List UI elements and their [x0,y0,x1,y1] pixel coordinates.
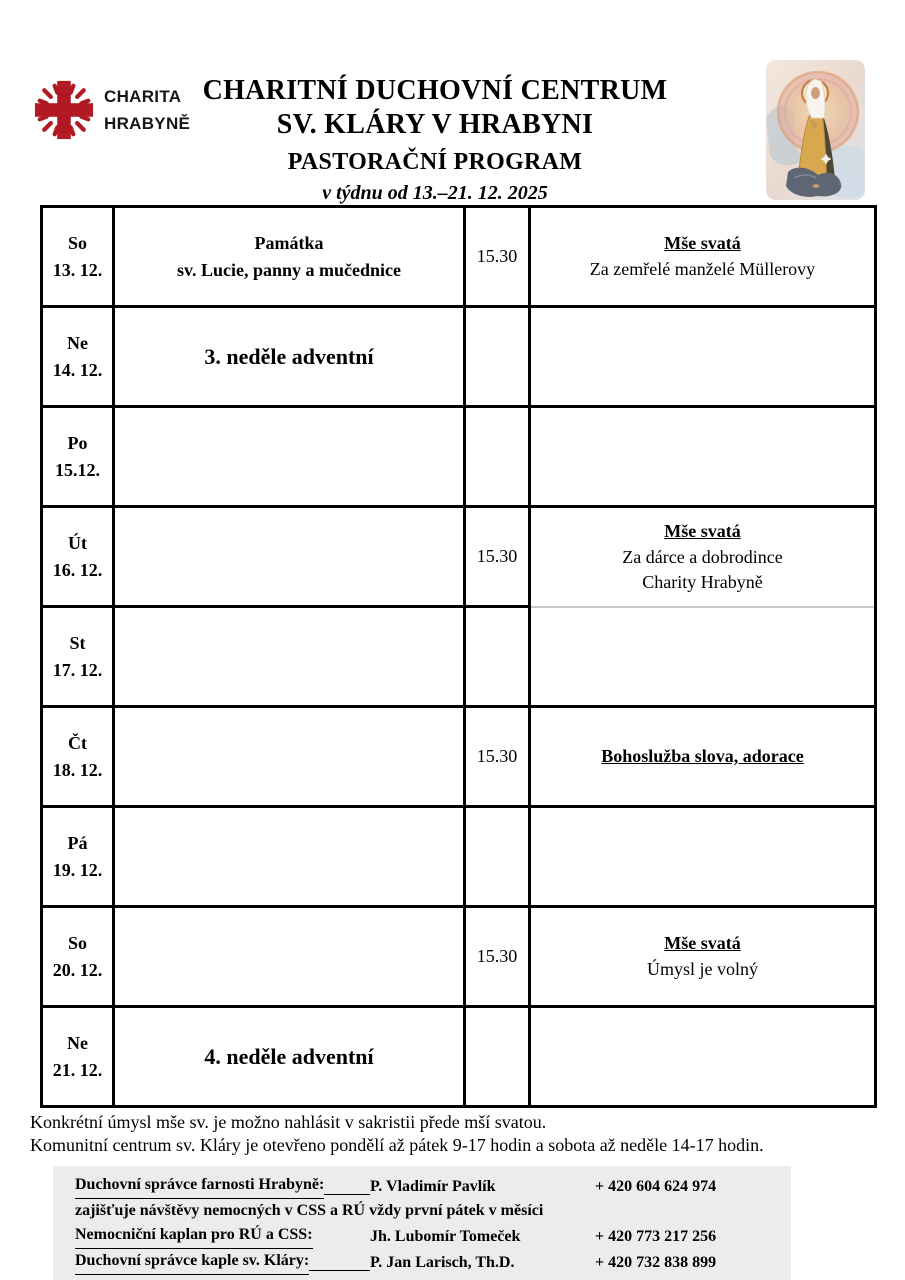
event-line: Památka [254,232,324,253]
time-cell: 15.30 [465,707,530,807]
underline-fill [324,1194,370,1195]
day-abbr: Po [67,432,88,453]
contact-row-parish-administrator [75,1173,781,1199]
detail-title: Mše svatá [664,933,741,954]
contact-row-note [75,1199,781,1223]
footer-note-1: Konkrétní úmysl mše sv. je možno nahlásit v sakristii přede mší svatou. [30,1112,547,1132]
day-date: 15.12. [55,459,100,480]
day-abbr: Út [68,532,87,553]
day-cell [42,207,114,307]
day-abbr: St [69,632,86,653]
detail-cell [530,207,876,307]
event-cell [114,707,465,807]
event-cell [114,307,465,407]
detail-cell [530,307,876,407]
day-cell [42,307,114,407]
day-cell [42,507,114,607]
table-row-fri-19 [42,807,876,907]
day-abbr: Čt [68,732,87,753]
detail-cell [530,707,876,807]
time-cell [465,607,530,707]
contact-note: zajišťuje návštěvy nemocných v CSS a RÚ vždy první pátek v měsíci [75,1202,544,1219]
event-cell [114,807,465,907]
day-cell [42,707,114,807]
week-range: v týdnu od 13.–21. 12. 2025 [322,182,548,205]
day-date: 16. 12. [52,559,103,580]
day-cell [42,607,114,707]
day-abbr: Pá [67,832,88,853]
day-date: 17. 12. [52,659,103,680]
event-highlight: 4. neděle adventní [204,1043,374,1069]
header-titles [150,74,720,205]
detail-cell [530,807,876,907]
contact-name: P. Vladimír Pavlík [370,1178,496,1195]
day-cell [42,907,114,1007]
table-row-sun-21 [42,1007,876,1107]
detail-line: Úmysl je volný [647,959,758,980]
day-cell [42,1007,114,1107]
event-highlight: 3. neděle adventní [204,343,374,369]
event-cell [114,1007,465,1107]
day-abbr: Ne [67,1032,88,1053]
contacts-block [53,1166,791,1280]
day-abbr: So [67,232,87,253]
contact-name: Jh. Lubomír Tomeček [370,1228,521,1245]
contact-label: Nemocniční kaplan pro RÚ a CSS: [75,1223,370,1249]
saint-clare-painting-image [766,60,865,200]
table-row-wed-17 [42,607,876,707]
table-row-mon-15 [42,407,876,507]
table-row-sun-14 [42,307,876,407]
program-title: PASTORAČNÍ PROGRAM [287,149,583,176]
event-cell [114,507,465,607]
time-cell [465,407,530,507]
day-abbr: So [67,932,87,953]
time-cell [465,1007,530,1107]
contact-label: Duchovní správce farnosti Hrabyně: [75,1173,370,1199]
detail-title: Bohoslužba slova, adorace [601,746,804,766]
day-cell [42,807,114,907]
detail-line: Za zemřelé manželé Müllerovy [589,259,816,280]
event-cell [114,907,465,1007]
table-row-sat-13 [42,207,876,307]
detail-cell [530,407,876,507]
contact-row-chapel-administrator [75,1249,781,1275]
time-cell: 15.30 [465,907,530,1007]
day-date: 14. 12. [52,359,103,380]
day-date: 21. 12. [52,1059,103,1080]
event-cell [114,207,465,307]
day-date: 18. 12. [52,759,103,780]
contact-phone: + 420 732 838 899 [595,1254,717,1271]
event-cell [114,607,465,707]
time-cell [465,807,530,907]
detail-cell [530,1007,876,1107]
event-line: sv. Lucie, panny a mučednice [176,259,402,280]
contact-label: Duchovní správce kaple sv. Kláry: [75,1249,370,1275]
table-row-sat-20 [42,907,876,1007]
detail-title: Mše svatá [664,233,741,254]
table-row-tue-16 [42,507,876,607]
contact-phone: + 420 604 624 974 [595,1178,717,1195]
underline-fill [309,1270,370,1271]
page-title-line1: CHARITNÍ DUCHOVNÍ CENTRUM [202,75,668,106]
day-cell [42,407,114,507]
contact-phone: + 420 773 217 256 [595,1228,717,1245]
detail-title: Mše svatá [664,521,741,542]
schedule-table [40,205,877,1108]
time-cell [465,307,530,407]
day-date: 13. 12. [52,259,103,280]
detail-cell [530,507,876,607]
detail-cell [530,907,876,1007]
day-date: 20. 12. [52,959,103,980]
footer-notes [30,1111,880,1158]
footer-note-2: Komunitní centrum sv. Kláry je otevřeno pondělí až pátek 9-17 hodin a sobota až neděle 14-17 hodin. [30,1135,764,1156]
day-date: 19. 12. [52,859,103,880]
detail-line: Charity Hrabyně [642,572,763,593]
logo-line1: CHARITA [104,86,182,106]
day-abbr: Ne [67,332,88,353]
detail-cell [530,607,876,707]
logo-line2: HRABYNĚ [104,114,191,133]
table-row-thu-18 [42,707,876,807]
time-cell: 15.30 [465,507,530,607]
event-cell [114,407,465,507]
saint-clare-painting [766,60,865,200]
page-title-line2: SV. KLÁRY V HRABYNI [276,109,594,141]
detail-line: Za dárce a dobrodince [622,547,783,568]
contact-row-hospital-chaplain [75,1223,781,1249]
time-cell: 15.30 [465,207,530,307]
caritas-cross-icon [33,79,95,141]
contact-name: P. Jan Larisch, Th.D. [370,1254,515,1271]
